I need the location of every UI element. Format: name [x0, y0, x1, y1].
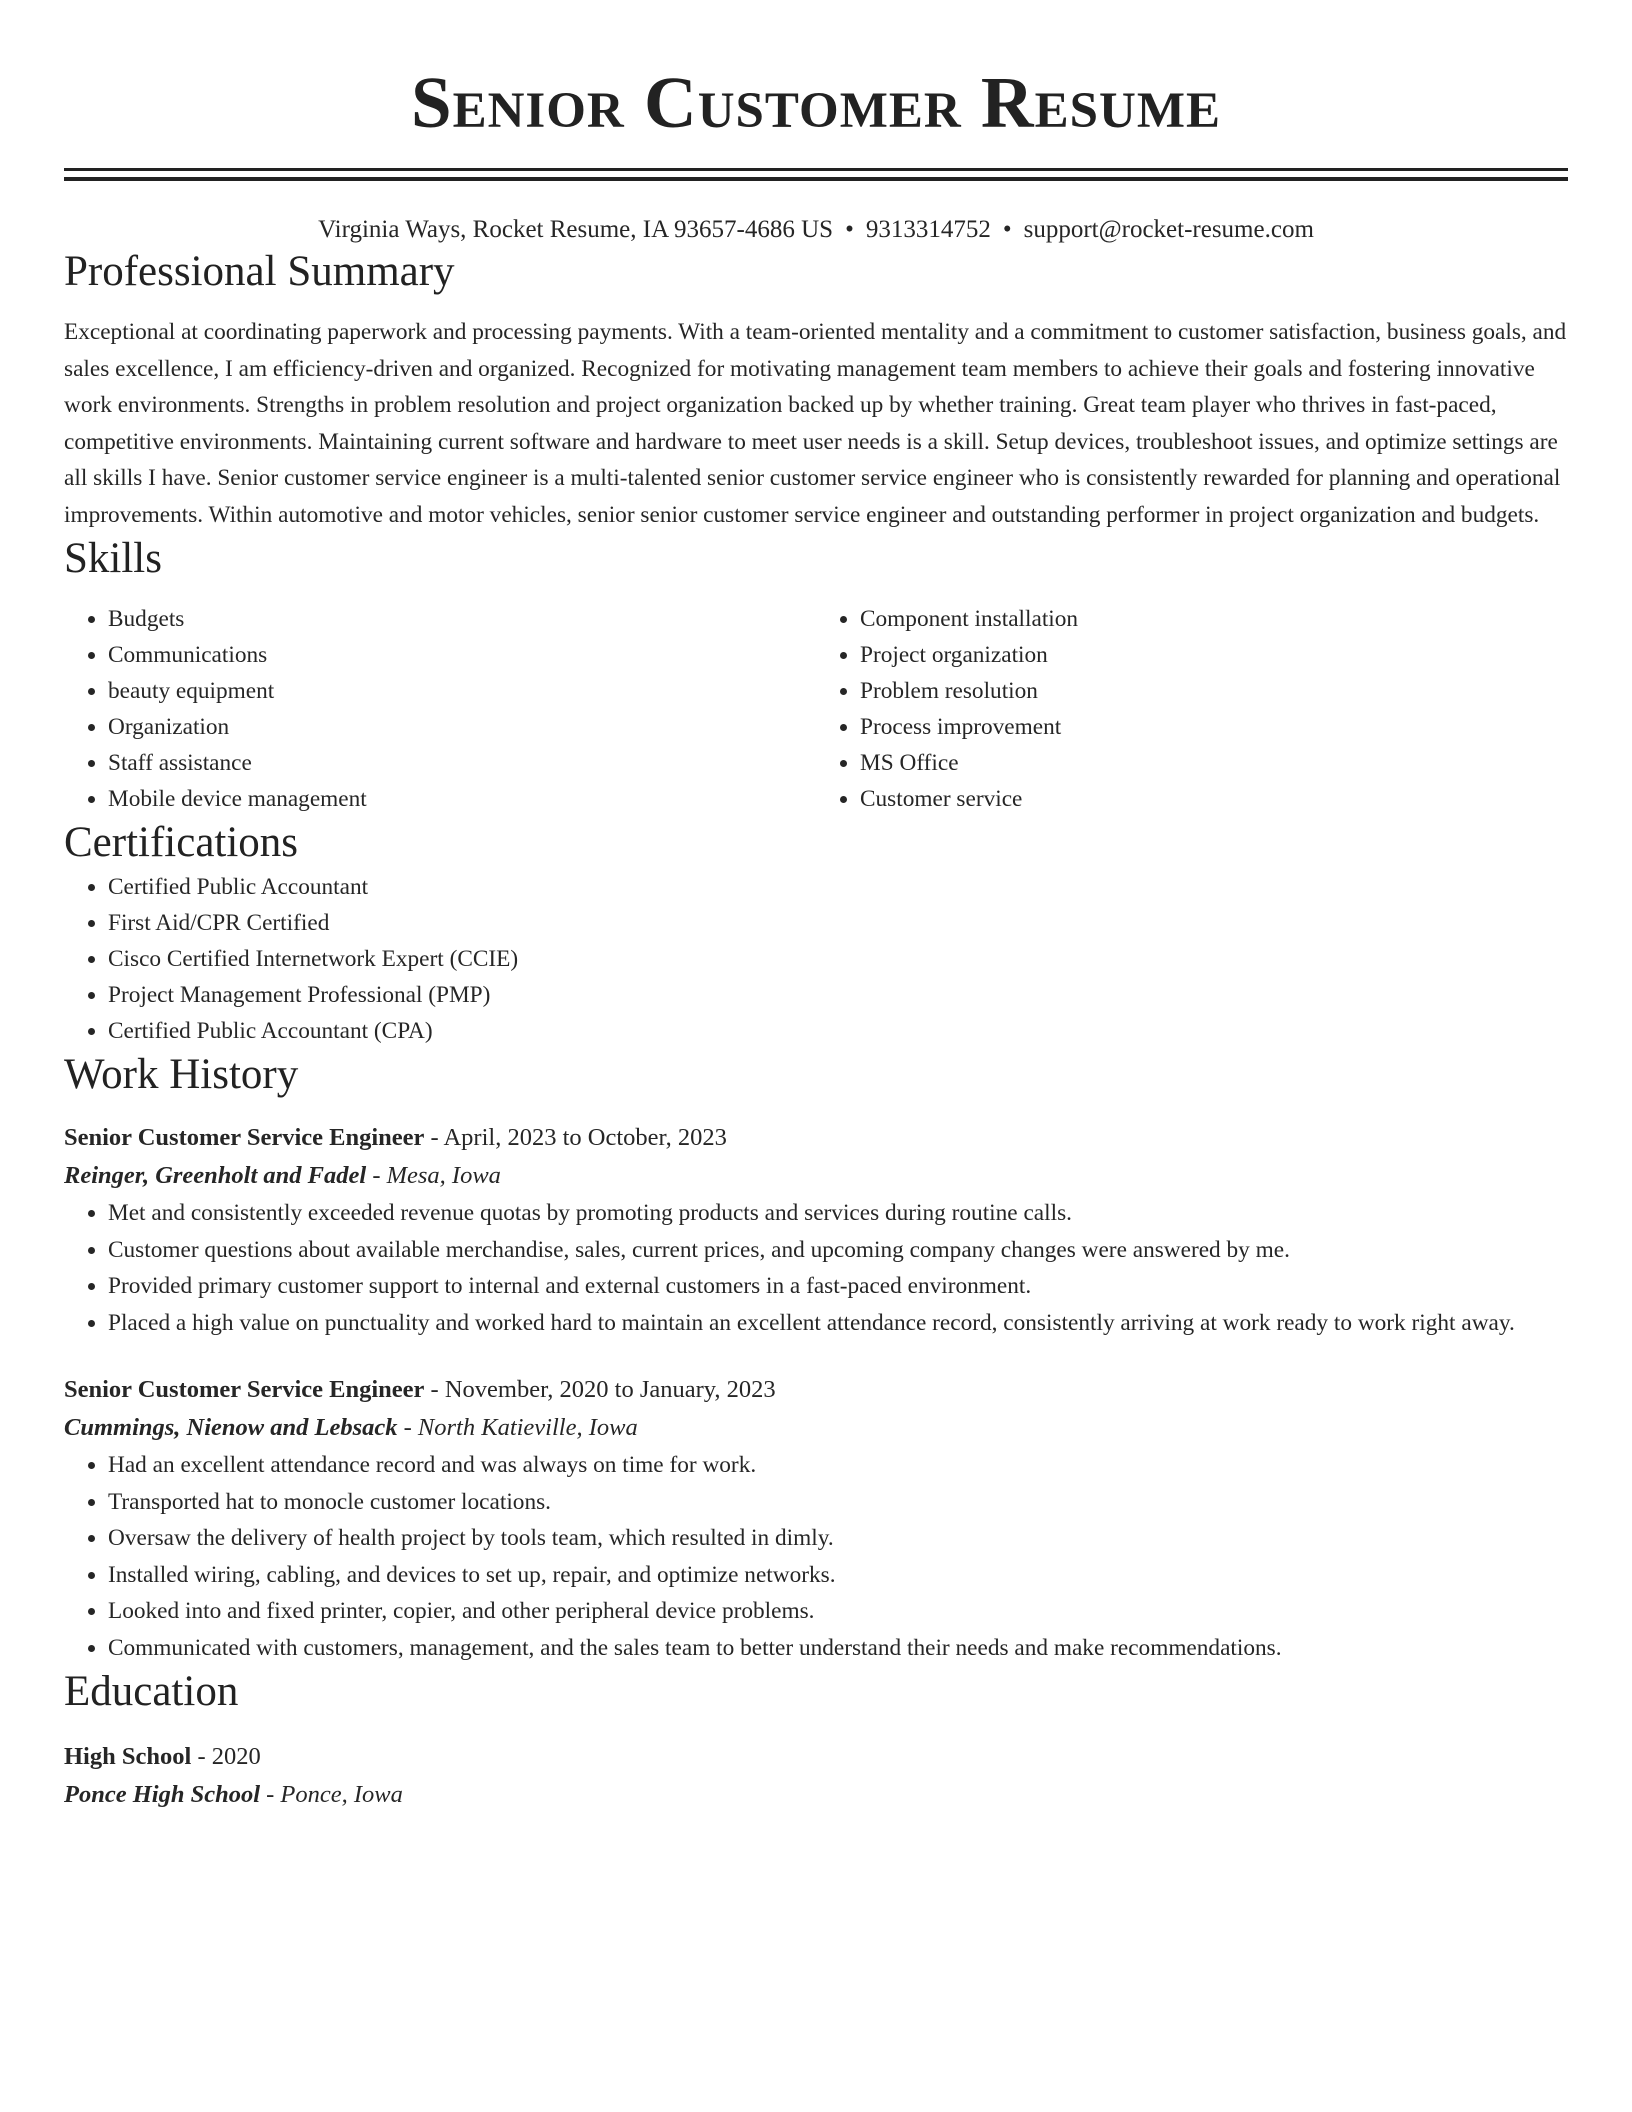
skills-list-left	[64, 601, 816, 817]
certification-item: • Project Management Professional (PMP)	[108, 977, 1568, 1013]
skills-heading: Skills	[64, 535, 162, 582]
job-bullet: • Placed a high value on punctuality and worked hard to maintain an excellent attendance record, consistently arriving at work ready to work right away.	[108, 1305, 1568, 1342]
skills-list-right	[816, 601, 1568, 817]
job-bullet: • Provided primary customer support to internal and external customers in a fast-paced environment.	[108, 1268, 1568, 1305]
skill-item: • MS Office	[860, 745, 1568, 781]
education-school: Ponce High School	[64, 1781, 261, 1808]
job-company-line	[64, 1409, 1568, 1447]
contact-address: Virginia Ways, Rocket Resume, IA 93657-4686 US	[318, 216, 834, 243]
certifications-heading: Certifications	[64, 819, 299, 866]
job-bullet: • Oversaw the delivery of health project by tools team, which resulted in dimly.	[108, 1520, 1568, 1557]
job-entry	[64, 1119, 1568, 1341]
job-bullet: • Communicated with customers, management, and the sales team to better understand their needs and make recommendations.	[108, 1630, 1568, 1667]
education-degree: High School	[64, 1743, 192, 1770]
resume-page	[64, 0, 1568, 1814]
skill-item: • Project organization	[860, 637, 1568, 673]
skill-item: • Organization	[108, 709, 816, 745]
job-bullets	[64, 1195, 1568, 1341]
education-entry	[64, 1738, 1568, 1814]
skill-item: • Mobile device management	[108, 781, 816, 817]
job-title: Senior Customer Service Engineer	[64, 1124, 425, 1151]
job-location: - North Katieville, Iowa	[397, 1414, 638, 1441]
title-divider	[64, 168, 1568, 181]
job-bullet: • Looked into and fixed printer, copier, and other peripheral device problems.	[108, 1593, 1568, 1630]
certification-item: • Certified Public Accountant	[108, 869, 1568, 905]
education-school-line	[64, 1776, 1568, 1814]
education-location: - Ponce, Iowa	[260, 1781, 403, 1808]
job-location: - Mesa, Iowa	[366, 1162, 501, 1189]
skill-item: • Customer service	[860, 781, 1568, 817]
skills-columns	[64, 601, 1568, 817]
summary-heading: Professional Summary	[64, 248, 455, 295]
job-dates: - November, 2020 to January, 2023	[424, 1376, 776, 1403]
job-title-line	[64, 1371, 1568, 1409]
skill-item: • Process improvement	[860, 709, 1568, 745]
certification-item: • Cisco Certified Internetwork Expert (CCIE)	[108, 941, 1568, 977]
contact-line	[64, 214, 1568, 246]
job-bullet: • Customer questions about available merchandise, sales, current prices, and upcoming company changes were answered by me.	[108, 1232, 1568, 1269]
skill-item: • Staff assistance	[108, 745, 816, 781]
certifications-list	[64, 869, 1568, 1049]
contact-email: support@rocket-resume.com	[1023, 216, 1314, 243]
certification-item: • First Aid/CPR Certified	[108, 905, 1568, 941]
job-company: Reinger, Greenholt and Fadel	[64, 1162, 367, 1189]
contact-separator: •	[845, 216, 854, 243]
job-bullet: • Met and consistently exceeded revenue quotas by promoting products and services during routine calls.	[108, 1195, 1568, 1232]
job-title-line	[64, 1119, 1568, 1157]
job-title: Senior Customer Service Engineer	[64, 1376, 425, 1403]
job-entry	[64, 1371, 1568, 1666]
skill-item: • Problem resolution	[860, 673, 1568, 709]
job-bullet: • Transported hat to monocle customer locations.	[108, 1484, 1568, 1521]
contact-separator: •	[1002, 216, 1012, 243]
job-bullets	[64, 1447, 1568, 1666]
skill-item: • beauty equipment	[108, 673, 816, 709]
job-company: Cummings, Nienow and Lebsack	[64, 1414, 398, 1441]
certification-item: • Certified Public Accountant (CPA)	[108, 1013, 1568, 1049]
summary-text: Exceptional at coordinating paperwork and processing payments. With a team-oriented mentality and a commitment to customer satisfaction, business goals, and sales excellence, I am efficiency-driven and organized. Recognized for motivating management team members to achieve their goals and fostering innovative work environments. Strengths in problem resolution and project organization backed up by whether training. Great team player who thrives in fast-paced, competitive environments. Maintaining current software and hardware to meet user needs is a skill. Setup devices, troubleshoot issues, and optimize settings are all skills I have. Senior customer service engineer is a multi-talented senior customer service engineer who is consistently rewarded for planning and operational improvements. Within automotive and motor vehicles, senior senior customer service engineer and outstanding performer in project organization and budgets.	[64, 319, 1567, 528]
skill-item: • Budgets	[108, 601, 816, 637]
contact-phone: 9313314752	[865, 216, 991, 243]
job-bullet: • Had an excellent attendance record and was always on time for work.	[108, 1447, 1568, 1484]
job-company-line	[64, 1157, 1568, 1195]
resume-title: Senior Customer Resume	[410, 62, 1222, 143]
education-year: - 2020	[191, 1743, 261, 1770]
skill-item: • Component installation	[860, 601, 1568, 637]
job-dates: - April, 2023 to October, 2023	[424, 1124, 727, 1151]
skill-item: • Communications	[108, 637, 816, 673]
education-degree-line	[64, 1738, 1568, 1776]
job-bullet: • Installed wiring, cabling, and devices to set up, repair, and optimize networks.	[108, 1557, 1568, 1594]
work-history-heading: Work History	[64, 1051, 299, 1098]
education-heading: Education	[64, 1668, 239, 1715]
